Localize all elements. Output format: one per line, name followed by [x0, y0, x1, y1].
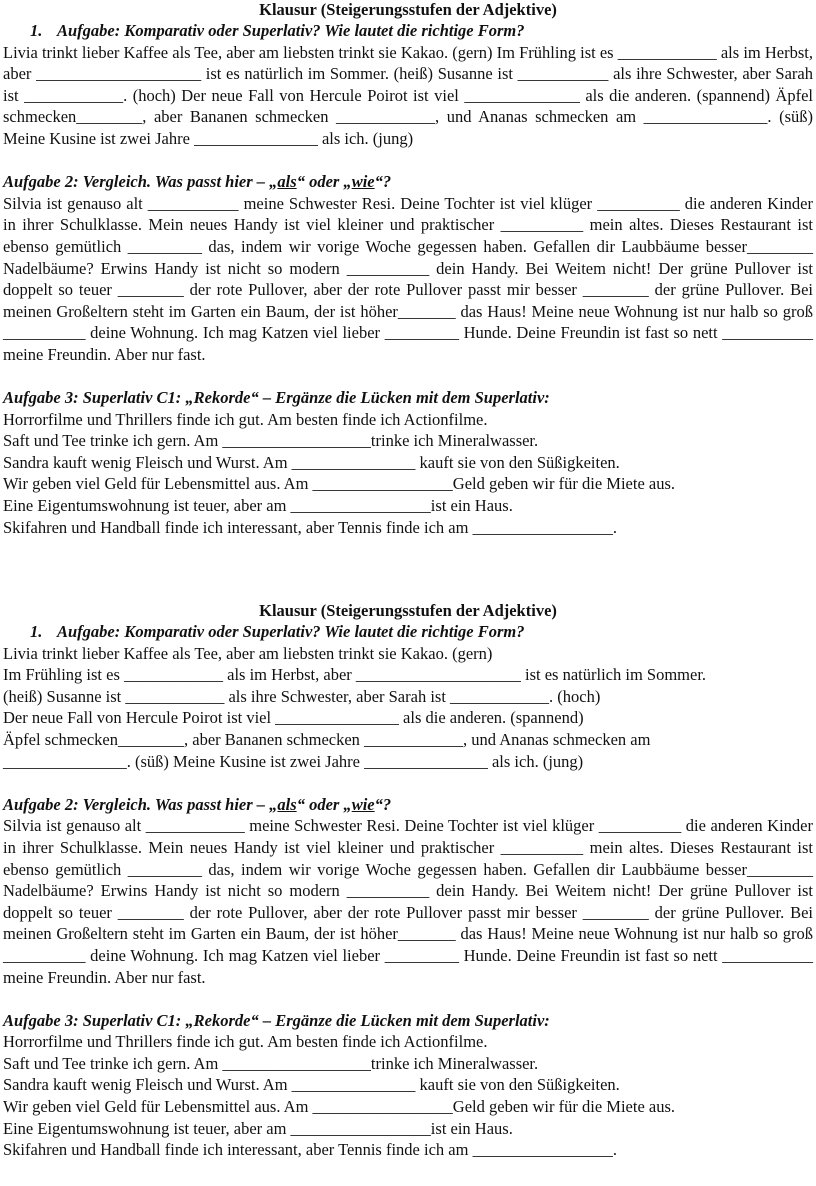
- task2-heading-post: “?: [374, 172, 392, 192]
- task2-text: Silvia ist genauso alt ____________ meine Schwester Resi. Deine Tochter ist viel klüger __________ die anderen Kinder in ihrer Schulklasse. Mein neues Handy ist viel kleiner und praktischer __________ mein altes. Dieses Restaurant ist ebenso gemütlich _________ das, indem wir vorige Woche gegessen haben. Gefallen dir Laubbäume besser________ Nadelbäume? Erwins Handy ist nicht so modern __________ dein Handy. Bei Weitem nicht! Der grüne Pullover ist doppelt so teuer ________ der rote Pullover, aber der rote Pullover passt mir besser ________ der grüne Pullover. Bei meinen Großeltern steht im Garten ein Baum, der ist höher_______ das Haus! Meine neue Wohnung ist nur halb so groß __________ deine Wohnung. Ich mag Katzen viel lieber _________ Hunde. Deine Freundin ist fast so nett ___________ meine Freundin. Aber nur fast.: [3, 816, 813, 987]
- task2-heading-mid: “ oder „: [296, 794, 352, 814]
- task3-line: Saft und Tee trinke ich gern. Am __________________trinke ich Mineralwasser.: [3, 431, 539, 451]
- task2-word-wie: wie: [351, 794, 375, 814]
- exam-sheet-1: [0, 0, 816, 538]
- task2-heading-post: “?: [374, 794, 392, 814]
- task3-heading: Aufgabe 3: Superlativ C1: „Rekorde“ – Ergänze die Lücken mit dem Superlativ:: [3, 388, 550, 408]
- task1-number: 1.: [30, 622, 43, 641]
- task1-heading-text: Aufgabe: Komparativ oder Superlativ? Wie lautet die richtige Form?: [57, 622, 525, 641]
- task3-line: Horrorfilme und Thrillers finde ich gut. Am besten finde ich Actionfilme.: [3, 409, 488, 429]
- task1-line: Der neue Fall von Hercule Poirot ist viel _______________ als die anderen. (spannend): [3, 708, 584, 728]
- spacer: [0, 772, 816, 794]
- task3-line: Skifahren und Handball finde ich interessant, aber Tennis finde ich am _________________.: [3, 517, 617, 537]
- task2-heading-pre: Aufgabe 2: Vergleich. Was passt hier – „: [3, 794, 278, 814]
- task1-number: 1.: [30, 21, 43, 40]
- task3-line: Horrorfilme und Thrillers finde ich gut. Am besten finde ich Actionfilme.: [3, 1032, 488, 1052]
- task2-word-als: als: [277, 794, 297, 814]
- spacer: [0, 988, 816, 1010]
- task3-line: Saft und Tee trinke ich gern. Am __________________trinke ich Mineralwasser.: [3, 1053, 539, 1073]
- task1-line: Livia trinkt lieber Kaffee als Tee, aber am liebsten trinkt sie Kakao. (gern): [3, 643, 493, 663]
- task3-line: Wir geben viel Geld für Lebensmittel aus. Am _________________Geld geben wir für die Miete aus.: [3, 1097, 676, 1117]
- task3-line: Sandra kauft wenig Fleisch und Wurst. Am _______________ kauft sie von den Süßigkeiten.: [3, 1075, 620, 1095]
- task1-line: (heiß) Susanne ist ____________ als ihre Schwester, aber Sarah ist ____________. (hoch): [3, 686, 601, 706]
- task2-word-als: als: [277, 172, 297, 192]
- task1-heading: [0, 20, 816, 42]
- task3-line: Skifahren und Handball finde ich interessant, aber Tennis finde ich am _________________.: [3, 1140, 617, 1160]
- task1-line: Äpfel schmecken________, aber Bananen schmecken ____________, und Ananas schmecken am: [3, 729, 651, 749]
- task1-line: Im Frühling ist es ____________ als im Herbst, aber ____________________ ist es natürlich im Sommer.: [3, 665, 707, 685]
- spacer: [0, 366, 816, 388]
- exam-title: Klausur (Steigerungsstufen der Adjektive): [259, 601, 557, 620]
- task1-text: Livia trinkt lieber Kaffee als Tee, aber am liebsten trinkt sie Kakao. (gern) Im Frühling ist es ____________ als im Herbst, aber ____________________ ist es natürlich im Sommer. (heiß) Susanne ist ___________ als ihre Schwester, aber Sarah ist ____________. (hoch) Der neue Fall von Hercule Poirot ist viel ______________ als die anderen. (spannend) Äpfel schmecken________, aber Bananen schmecken ____________, und Ananas schmecken am _______________. (süß) Meine Kusine ist zwei Jahre _______________ als ich. (jung): [3, 42, 813, 148]
- task2-heading: [0, 171, 816, 193]
- task1-line: _______________. (süß) Meine Kusine ist zwei Jahre _______________ als ich. (jung): [3, 751, 584, 771]
- task3-lines: [0, 1031, 816, 1161]
- task1-heading: [0, 621, 816, 643]
- task2-word-wie: wie: [351, 172, 375, 192]
- task3-heading: Aufgabe 3: Superlativ C1: „Rekorde“ – Ergänze die Lücken mit dem Superlativ:: [3, 1010, 550, 1030]
- task2-text: Silvia ist genauso alt ___________ meine Schwester Resi. Deine Tochter ist viel klüger __________ die anderen Kinder in ihrer Schulklasse. Mein neues Handy ist viel kleiner und praktischer __________ mein altes. Dieses Restaurant ist ebenso gemütlich _________ das, indem wir vorige Woche gegessen haben. Gefallen dir Laubbäume besser________ Nadelbäume? Erwins Handy ist nicht so modern __________ dein Handy. Bei Weitem nicht! Der grüne Pullover ist doppelt so teuer ________ der rote Pullover, aber der rote Pullover passt mir besser ________ der grüne Pullover. Bei meinen Großeltern steht im Garten ein Baum, der ist höher_______ das Haus! Meine neue Wohnung ist nur halb so groß __________ deine Wohnung. Ich mag Katzen viel lieber _________ Hunde. Deine Freundin ist fast so nett ___________ meine Freundin. Aber nur fast.: [3, 193, 813, 364]
- exam-sheet-2: [0, 601, 816, 1161]
- task3-line: Eine Eigentumswohnung ist teuer, aber am _________________ist ein Haus.: [3, 496, 513, 516]
- task2-heading-pre: Aufgabe 2: Vergleich. Was passt hier – „: [3, 172, 278, 192]
- task1-lines: [0, 643, 816, 773]
- task2-heading-mid: “ oder „: [296, 172, 352, 192]
- task3-lines: [0, 409, 816, 539]
- task3-line: Wir geben viel Geld für Lebensmittel aus. Am _________________Geld geben wir für die Miete aus.: [3, 474, 676, 494]
- task3-line: Sandra kauft wenig Fleisch und Wurst. Am _______________ kauft sie von den Süßigkeiten.: [3, 452, 620, 472]
- exam-title: Klausur (Steigerungsstufen der Adjektive): [259, 0, 557, 19]
- task3-line: Eine Eigentumswohnung ist teuer, aber am _________________ist ein Haus.: [3, 1118, 513, 1138]
- task2-heading: [0, 794, 816, 816]
- task1-heading-text: Aufgabe: Komparativ oder Superlativ? Wie lautet die richtige Form?: [57, 21, 525, 40]
- spacer: [0, 150, 816, 172]
